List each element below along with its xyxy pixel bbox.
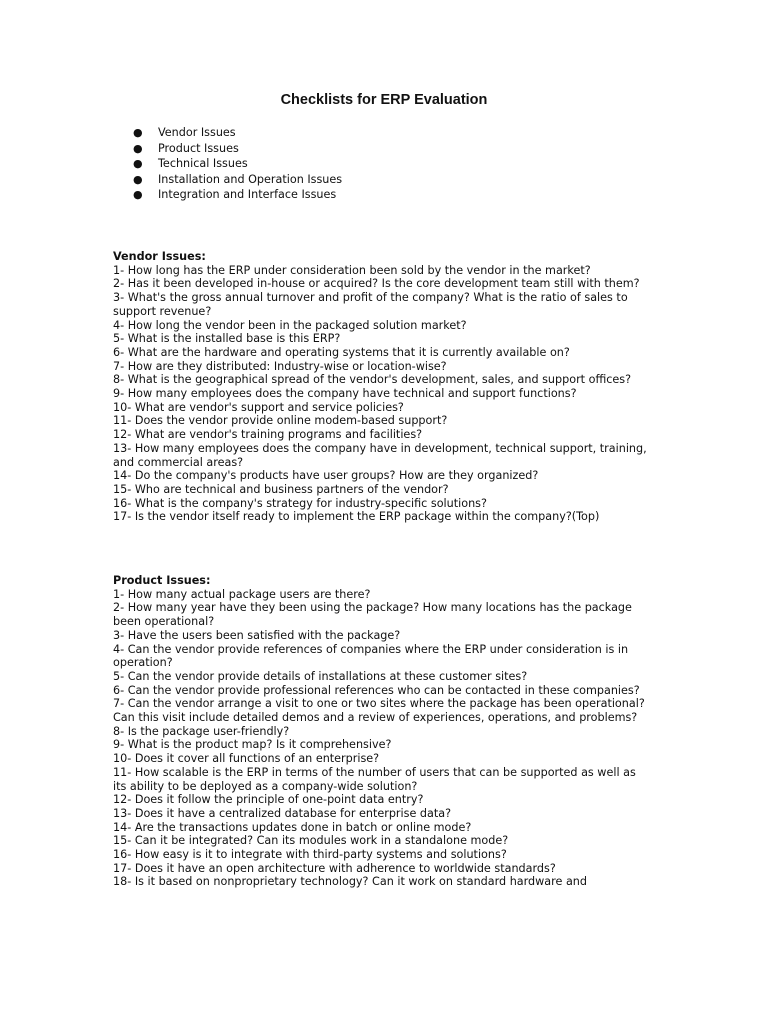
question-item: [113, 373, 673, 387]
question-text: 14- Are the transactions updates done in batch or online mode?: [113, 820, 472, 834]
vendor-issues-section: [113, 250, 673, 524]
question-text: 4- Can the vendor provide references of companies where the ERP under consideration is in: [113, 642, 629, 656]
question-item: [113, 697, 673, 724]
contents-item-label: Product Issues: [158, 141, 239, 155]
contents-item: [133, 125, 342, 141]
question-item: [113, 588, 673, 602]
contents-item: [133, 187, 342, 203]
question-text: support revenue?: [113, 304, 212, 318]
question-item: [113, 291, 673, 318]
question-text: 17- Is the vendor itself ready to implement the ERP package within the company?(Top): [113, 510, 600, 524]
question-text: 11- Does the vendor provide online modem-based support?: [113, 414, 448, 428]
question-text: 8- Is the package user-friendly?: [113, 724, 290, 738]
question-item: [113, 670, 673, 684]
question-item: [113, 643, 673, 670]
question-item: [113, 807, 673, 821]
question-item: [113, 483, 673, 497]
question-item: [113, 766, 673, 793]
question-list: [113, 588, 673, 889]
question-text: 5- What is the installed base is this ERP?: [113, 332, 341, 346]
question-item: [113, 346, 673, 360]
section-heading: Product Issues:: [113, 574, 211, 587]
product-issues-section: [113, 574, 673, 889]
question-item: [113, 834, 673, 848]
question-item: [113, 848, 673, 862]
question-text: 14- Do the company's products have user groups? How are they organized?: [113, 469, 539, 483]
question-item: [113, 725, 673, 739]
question-text: 13- How many employees does the company have in development, technical support, training,: [113, 441, 647, 455]
contents-item-label: Integration and Interface Issues: [158, 188, 337, 202]
contents-item-label: Vendor Issues: [158, 126, 236, 139]
question-text: 12- Does it follow the principle of one-point data entry?: [113, 793, 424, 807]
question-item: [113, 264, 673, 278]
question-item: [113, 875, 673, 889]
question-text: 16- What is the company's strategy for industry-specific solutions?: [113, 496, 487, 510]
question-item: [113, 319, 673, 333]
question-text: 10- What are vendor's support and service policies?: [113, 400, 404, 414]
question-item: [113, 510, 673, 524]
question-text: 3- Have the users been satisfied with the package?: [113, 628, 401, 642]
question-text: 7- How are they distributed: Industry-wise or location-wise?: [113, 359, 447, 373]
bullet-icon: ●: [133, 188, 143, 202]
question-item: [113, 360, 673, 374]
question-text: Can this visit include detailed demos and a review of experiences, operations, and problems?: [113, 711, 638, 725]
question-text: 6- Can the vendor provide professional references who can be contacted in these companies?: [113, 683, 640, 697]
question-text: 12- What are vendor's training programs and facilities?: [113, 428, 423, 442]
question-text: 2- How many year have they been using the package? How many locations has the package: [113, 601, 632, 615]
contents-item: [133, 156, 342, 172]
bullet-icon: ●: [133, 172, 143, 186]
question-text: 3- What's the gross annual turnover and profit of the company? What is the ratio of sales to: [113, 291, 628, 305]
question-text: 6- What are the hardware and operating systems that it is currently available on?: [113, 345, 570, 359]
contents-item-label: Installation and Operation Issues: [158, 172, 343, 186]
question-item: [113, 862, 673, 876]
question-text: been operational?: [113, 615, 215, 629]
question-text: 15- Who are technical and business partners of the vendor?: [113, 482, 449, 496]
question-text: 5- Can the vendor provide details of installations at these customer sites?: [113, 669, 528, 683]
question-text: 9- What is the product map? Is it comprehensive?: [113, 738, 392, 752]
question-text: 1- How many actual package users are there?: [113, 587, 371, 601]
contents-item: [133, 172, 342, 188]
question-text: 16- How easy is it to integrate with third-party systems and solutions?: [113, 848, 507, 862]
question-item: [113, 469, 673, 483]
question-item: [113, 793, 673, 807]
question-item: [113, 752, 673, 766]
contents-list: [133, 125, 342, 203]
question-text: 17- Does it have an open architecture with adherence to worldwide standards?: [113, 861, 556, 875]
question-text: 2- Has it been developed in-house or acquired? Is the core development team still with them?: [113, 277, 640, 291]
question-item: [113, 738, 673, 752]
bullet-icon: ●: [133, 141, 143, 155]
question-text: 15- Can it be integrated? Can its modules work in a standalone mode?: [113, 834, 509, 848]
question-item: [113, 684, 673, 698]
question-item: [113, 497, 673, 511]
bullet-icon: ●: [133, 126, 143, 139]
question-text: 4- How long the vendor been in the packaged solution market?: [113, 318, 467, 332]
question-item: [113, 387, 673, 401]
question-item: [113, 629, 673, 643]
question-text: and commercial areas?: [113, 455, 244, 469]
question-text: 18- Is it based on nonproprietary technology? Can it work on standard hardware and: [113, 875, 587, 889]
question-text: 11- How scalable is the ERP in terms of the number of users that can be supported as well as: [113, 765, 636, 779]
question-text: 8- What is the geographical spread of the vendor's development, sales, and support offices?: [113, 373, 632, 387]
question-text: 7- Can the vendor arrange a visit to one or two sites where the package has been operational?: [113, 697, 645, 711]
bullet-icon: ●: [133, 157, 143, 171]
question-item: [113, 332, 673, 346]
section-heading: Vendor Issues:: [113, 250, 206, 263]
contents-item-label: Technical Issues: [158, 157, 248, 171]
question-text: 13- Does it have a centralized database for enterprise data?: [113, 806, 452, 820]
question-list: [113, 264, 673, 524]
question-item: [113, 442, 673, 469]
question-text: operation?: [113, 656, 173, 670]
question-item: [113, 277, 673, 291]
question-text: 9- How many employees does the company have technical and support functions?: [113, 387, 577, 401]
question-text: its ability to be deployed as a company-wide solution?: [113, 779, 418, 793]
question-text: 1- How long has the ERP under consideration been sold by the vendor in the market?: [113, 263, 591, 277]
document-title: Checklists for ERP Evaluation: [280, 92, 488, 108]
question-item: [113, 414, 673, 428]
question-text: 10- Does it cover all functions of an enterprise?: [113, 752, 380, 766]
question-item: [113, 428, 673, 442]
question-item: [113, 601, 673, 628]
question-item: [113, 821, 673, 835]
contents-item: [133, 141, 342, 157]
question-item: [113, 401, 673, 415]
